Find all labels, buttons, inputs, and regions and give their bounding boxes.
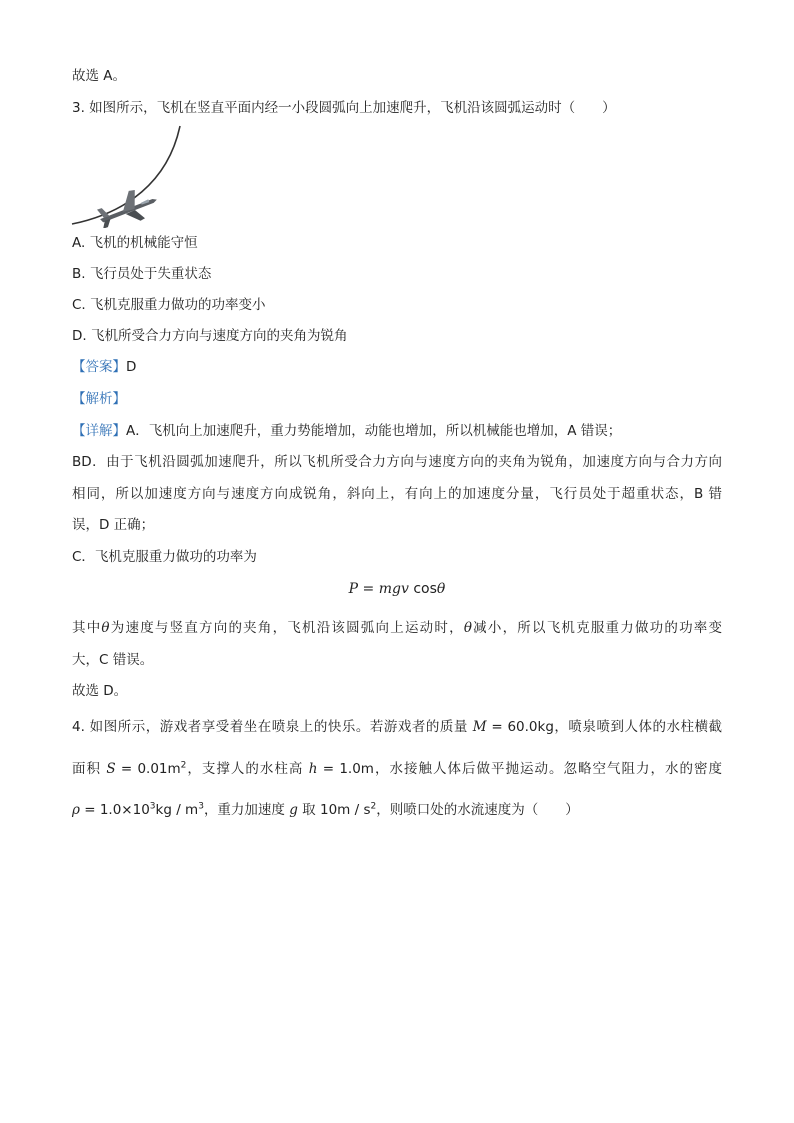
q3-detail-c-2: 其中θ为速度与竖直方向的夹角，飞机沿该圆弧向上运动时，θ减小，所以飞机克服重力做功的功率变 bbox=[72, 620, 723, 636]
q2-conclusion: 故选 A。 bbox=[72, 68, 127, 84]
airplane-arc-diagram bbox=[68, 118, 198, 228]
q4-stem-line-2: 面积 $S = 0.01m^2$，支撑人的水柱高 h = 1.0m，水接触人体后做平抛运动。忽略空气阻力，水的密度 bbox=[72, 760, 723, 777]
answer-tag: 【答案】 bbox=[72, 359, 126, 375]
q4-stem-line-1: 4. 如图所示，游戏者享受着坐在喷泉上的快乐。若游戏者的质量 M = 60.0kg，喷泉喷到人体的水柱横截 bbox=[72, 719, 723, 735]
q3-detail-c-3: 大，C 错误。 bbox=[72, 652, 154, 668]
q3-detail-bd-1: BD．由于飞机沿圆弧加速爬升，所以飞机所受合力方向与速度方向的夹角为锐角，加速度方向与合力方向 bbox=[72, 454, 722, 470]
q3-detail-a bbox=[72, 421, 621, 441]
q3-stem: 3. 如图所示，飞机在竖直平面内经一小段圆弧向上加速爬升，飞机沿该圆弧运动时（ ） bbox=[72, 100, 616, 116]
airplane-icon bbox=[95, 184, 162, 228]
detail-a-text: A．飞机向上加速爬升，重力势能增加，动能也增加，所以机械能也增加，A 错误； bbox=[126, 423, 622, 439]
q3-answer bbox=[72, 357, 136, 377]
q3-conclusion: 故选 D。 bbox=[72, 683, 128, 699]
answer-value: D bbox=[126, 359, 137, 375]
q3-option-b: B. 飞行员处于失重状态 bbox=[72, 266, 212, 282]
analysis-tag: 【解析】 bbox=[72, 391, 126, 407]
power-formula: P = mgv cosθ bbox=[348, 581, 446, 597]
q3-analysis-tag bbox=[72, 389, 126, 409]
q3-option-d: D. 飞机所受合力方向与速度方向的夹角为锐角 bbox=[72, 328, 348, 344]
q4-stem-line-3: $\rho = 1.0\times 10^3kg / m^3$，重力加速度 g 取 $10m / s^2$，则喷口处的水流速度为（ ） bbox=[72, 801, 579, 818]
q3-figure-airplane-arc bbox=[68, 118, 198, 232]
detail-tag: 【详解】 bbox=[72, 423, 126, 439]
q3-detail-bd-3: 误，D 正确； bbox=[72, 517, 155, 533]
q3-detail-bd-2: 相同，所以加速度方向与速度方向成锐角，斜向上，有向上的加速度分量，飞行员处于超重状态，B 错 bbox=[72, 486, 722, 502]
q3-detail-c-1: C．飞机克服重力做功的功率为 bbox=[72, 549, 257, 565]
q3-option-c: C. 飞机克服重力做功的功率变小 bbox=[72, 297, 266, 313]
q3-option-a: A. 飞机的机械能守恒 bbox=[72, 235, 198, 251]
